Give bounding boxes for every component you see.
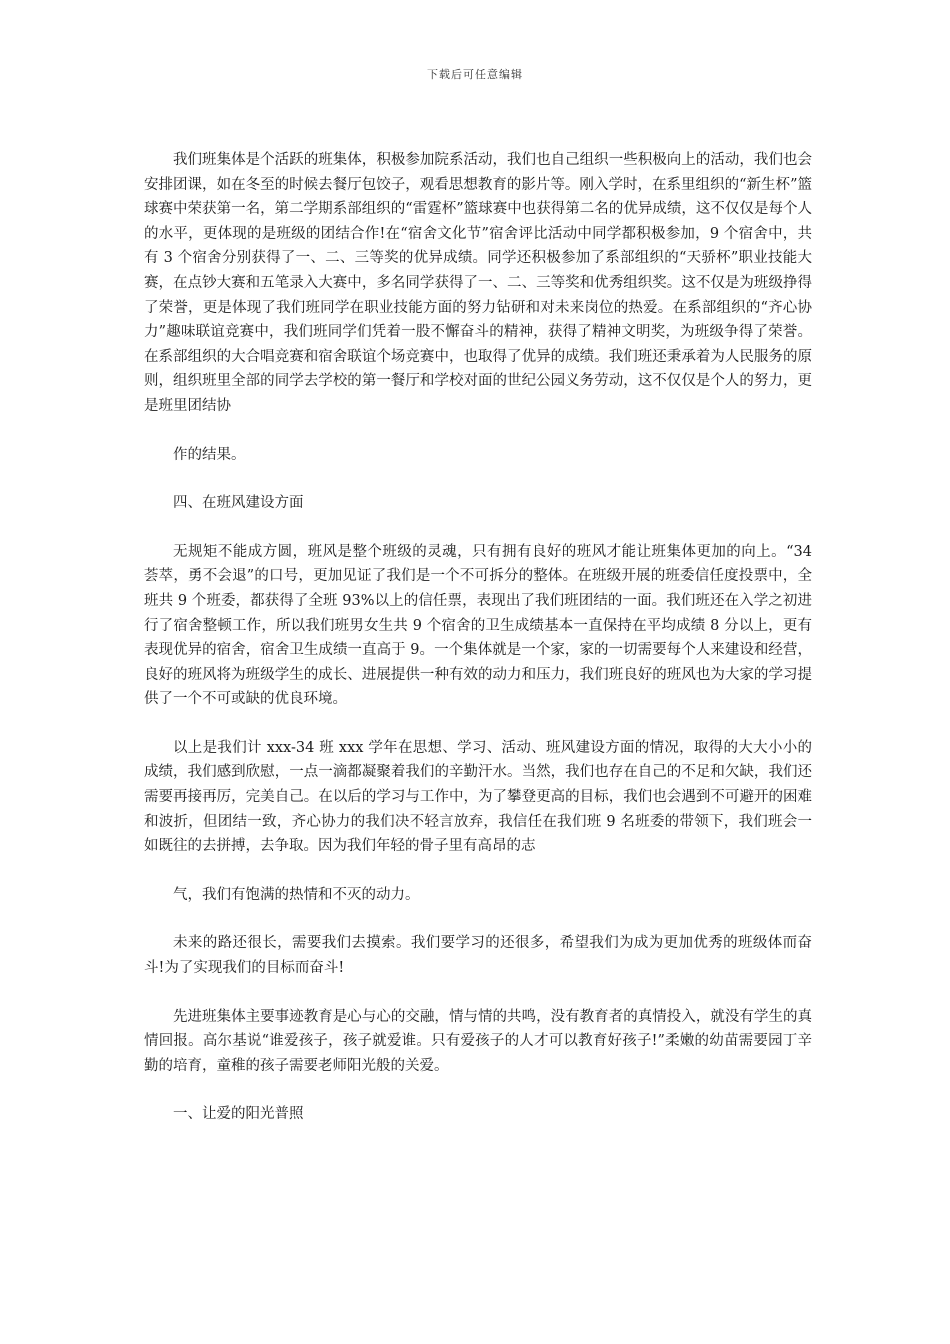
paragraph-continuation-spirit: 气，我们有饱满的热情和不灭的动力。 [173,886,420,903]
paragraph-future: 未来的路还很长，需要我们去摸索。我们要学习的还很多，希望我们为成为更加优秀的班级体而奋斗!为了实现我们的目标而奋斗! [144,935,812,977]
section-heading-class-style: 四、在班风建设方面 [173,495,304,512]
section-heading-love-sunshine: 一、让爱的阳光普照 [173,1106,304,1123]
page-header: 下载后可任意编辑 [427,68,523,81]
document-body [144,148,812,1127]
paragraph-activities: 我们班集体是个活跃的班集体，积极参加院系活动，我们也自己组织一些积极向上的活动，我们也会安排团课，如在冬至的时候去餐厅包饺子，观看思想教育的影片等。刚入学时，在系里组织的“新生杯”篮球赛中荣获第一名，第二学期系部组织的“雷霆杯”篮球赛中也获得第二名的优异成绩，这不仅仅是每个人的水平，更体现的是班级的团结合作!在“宿舍文化节”宿舍评比活动中同学都积极参加，9 个宿舍中，共有 3 个宿舍分别获得了一、二、三等奖的优异成绩。同学还积极参加了系部组织的“天骄杯”职业技能大赛，在点钞大赛和五笔录入大赛中，多名同学获得了一、二、三等奖和优秀组织奖。这不仅是为班级挣得了荣誉，更是体现了我们班同学在职业技能方面的努力钻研和对未来岗位的热爱。在系部组织的“齐心协力”趣味联谊竞赛中，我们班同学们凭着一股不懈奋斗的精神，获得了精神文明奖，为班级争得了荣誉。在系部组织的大合唱竞赛和宿舍联谊个场竞赛中，也取得了优异的成绩。我们班还秉承着为人民服务的原则，组织班里全部的同学去学校的第一餐厅和学校对面的世纪公园义务劳动，这不仅仅是个人的努力，更是班里团结协 [144,152,812,414]
paragraph-education-intro: 先进班集体主要事迹教育是心与心的交融，情与情的共鸣，没有教育者的真情投入，就没有学生的真情回报。高尔基说“谁爱孩子，孩子就爱谁。只有爱孩子的人才可以教育好孩子!”柔嫩的幼苗需要园丁辛勤的培育，童稚的孩子需要老师阳光般的关爱。 [144,1008,812,1074]
paragraph-class-style: 无规矩不能成方圆，班风是整个班级的灵魂，只有拥有良好的班风才能让班集体更加的向上。“34 荟萃，勇不会退”的口号，更加见证了我们是一个不可拆分的整体。在班级开展的班委信任度投票中，全班共 9 个班委，都获得了全班 93%以上的信任票，表现出了我们班团结的一面。我们班还在入学之初进行了宿舍整顿工作，所以我们班男女生共 9 个宿舍的卫生成绩基本一直保持在平均成绩 8 分以上，更有表现优异的宿舍，宿舍卫生成绩一直高于 9。一个集体就是一个家，家的一切需要每个人来建设和经营，良好的班风将为班级学生的成长、进展提供一种有效的动力和压力，我们班良好的班风也为大家的学习提供了一个不可或缺的优良环境。 [144,543,812,708]
paragraph-summary: 以上是我们计 xxx-34 班 xxx 学年在思想、学习、活动、班风建设方面的情况，取得的大大小小的成绩，我们感到欣慰，一点一滴都凝聚着我们的辛勤汗水。当然，我们也存在自己的不足和欠缺，我们还需要再接再厉，完美自己。在以后的学习与工作中，为了攀登更高的目标，我们也会遇到不可避开的困难和波折，但团结一致，齐心协力的我们决不轻言放弃，我信任在我们班 9 名班委的带领下，我们班会一如既往的去拼搏，去争取。因为我们年轻的骨子里有高昂的志 [144,739,812,855]
paragraph-continuation-result: 作的结果。 [173,446,246,463]
